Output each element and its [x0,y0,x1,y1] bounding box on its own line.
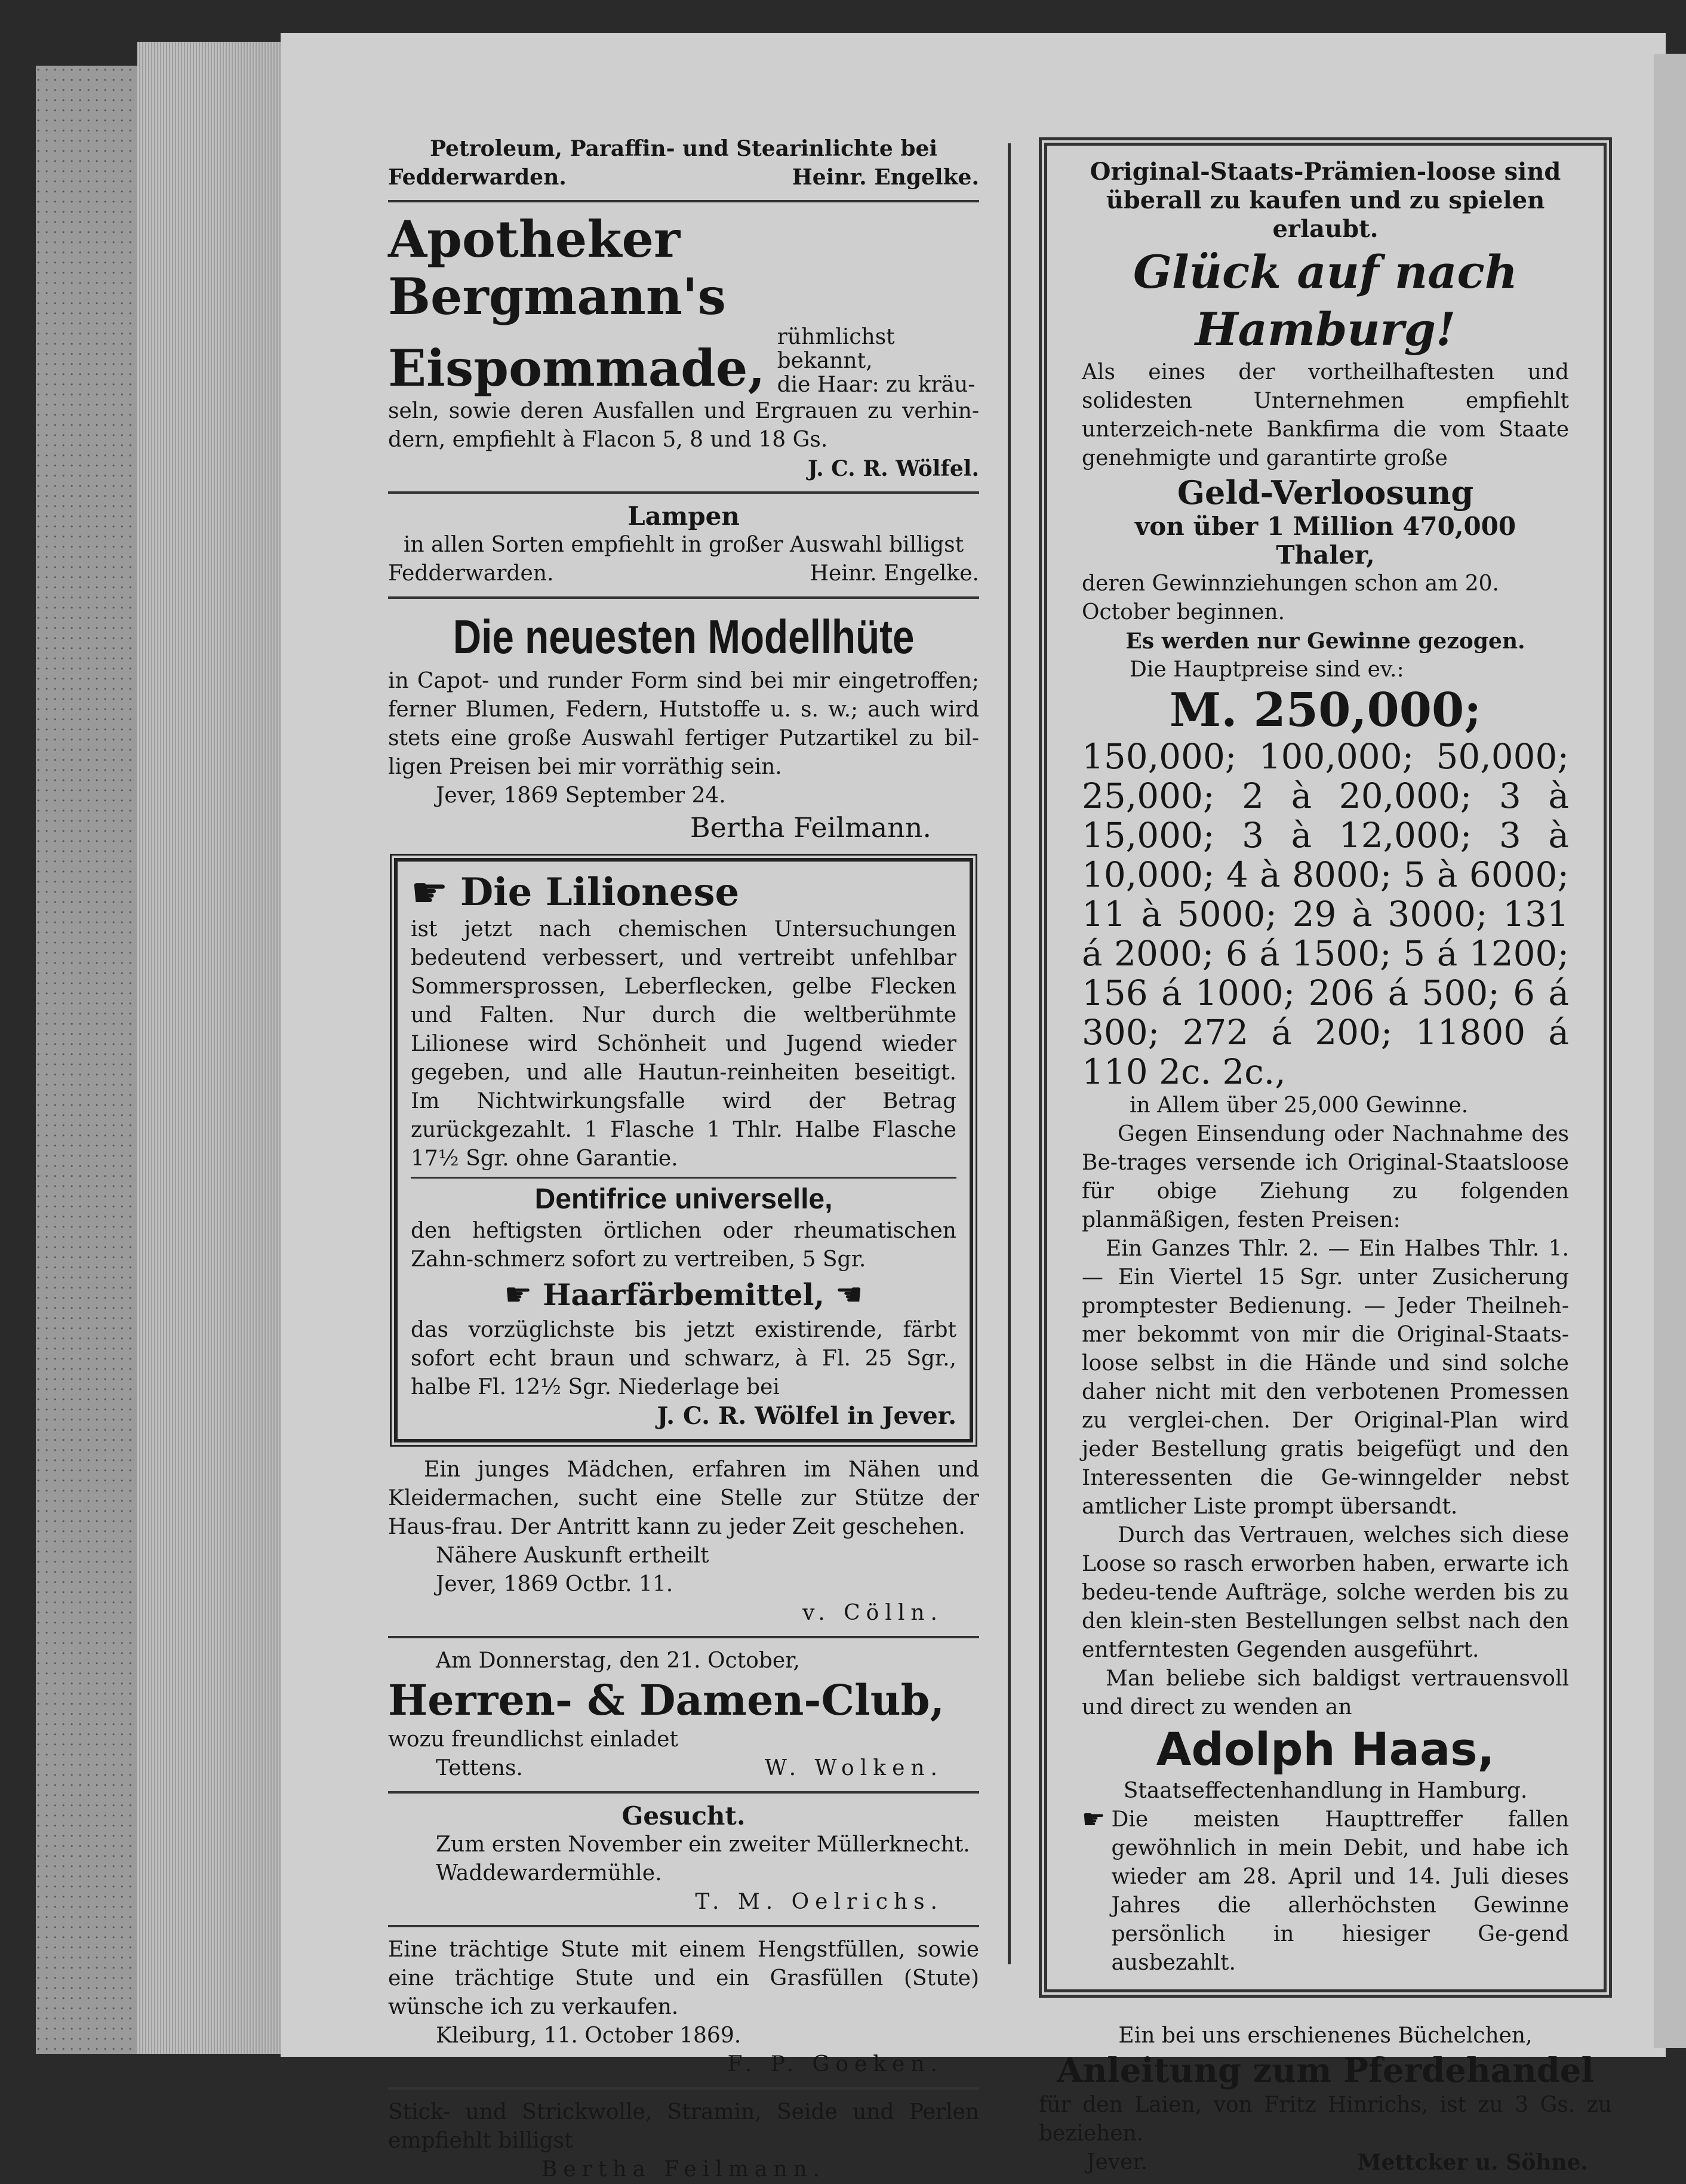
ad-body: den heftigsten örtlichen oder rheumatischen Zahn-schmerz sofort zu vertreiben, 5 Sgr. [411,1219,956,1272]
left-column [388,134,979,2184]
ad-text: Die Hauptpreise sind ev.: [1130,657,1404,682]
column-rule [1008,143,1011,1964]
ad-title: Haarfärbemittel, [543,1277,824,1312]
divider [388,2087,979,2090]
ad-title-row [411,870,956,915]
ad-text: in Allem über 25,000 Gewinne. [1130,1093,1469,1118]
ad-signer: J. C. R. Wölfel. [807,456,979,481]
divider [388,1791,979,1794]
ad-text: Es werden nur Gewinne gezogen. [1125,629,1525,654]
ad-body: Stick- und Strickwolle, Stramin, Seide und Perlen empfiehlt billigst [388,2100,979,2153]
ad-date: Jever, 1869 Octbr. 11. [436,1572,673,1597]
divider [388,1636,979,1638]
right-column [1039,137,1612,2177]
ad-body: Gegen Einsendung oder Nachnahme des Be-trages versende ich Original-Staatsloose für obige Ziehung zu folgenden planmäßigen, festen Preisen: [1082,1122,1569,1232]
ad-footer [388,559,979,588]
divider [388,1925,979,1927]
pointing-hand-icon: ☛ [504,1277,533,1313]
ad-maedchen [388,1456,979,1628]
ad-body: das vorzüglichste bis jetzt existirende, färbt sofort echt braun und schwarz, à Fl. 25 Sgr., halbe Fl. 12½ Sgr. Niederlage bei [411,1318,956,1399]
ad-body: Ein junges Mädchen, erfahren im Nähen und Kleidermachen, sucht eine Stelle zur Stütze der Haus-frau. Der Antritt kann zu jeder Zeit geschehen. [388,1457,979,1539]
pointing-hand-icon: ☚ [835,1277,863,1313]
ad-modellhuete [388,607,979,845]
ad-book [1039,2022,1612,2177]
divider [411,1177,956,1179]
ad-side-text [777,325,979,397]
ad-title: Die Lilionese [460,870,740,915]
ad-body: seln, sowie deren Ausfallen und Ergrauen zu verhin-dern, empfiehlt à Flacon 5, 8 und 18 Gs. [388,399,979,452]
ad-club [388,1647,979,1783]
ad-text: Nähere Auskunft ertheilt [436,1543,709,1568]
ad-body: Man beliebe sich baldigst vertrauensvoll und direct zu wenden an [1082,1666,1569,1719]
ad-signer: Mettcker u. Söhne. [1357,2150,1588,2175]
ad-petroleum [388,134,979,192]
ad-place: Waddewardermühle. [436,1861,662,1885]
ad-signer: Heinr. Engelke. [810,561,979,586]
ad-signer: J. C. R. Wölfel in Jever. [657,1402,956,1430]
ad-title: Geld-Verloosung [1177,473,1474,512]
ad-lampen [388,502,979,588]
ad-body: ist jetzt nach chemischen Untersuchungen bedeutend verbessert, und vertreibt unfehlbar Sommersprossen, Leberflecken, gelbe Flecken und Falten. Nur durch die weltberühmte Lilionese wird Schönheit und Jugend wieder gegeben, und alle Hautun-reinheiten beseitigt. Im Nichtwirkungsfalle wird der Betrag zurückgezahlt. 1 Flasche 1 Thlr. Halbe Flasche 17½ Sgr. ohne Garantie. [411,917,956,1171]
ad-body: Durch das Vertrauen, welches sich diese Loose so rasch erworben haben, erwarte ich bedeu-tende Aufträge, solche werden bis zu den klein-sten Bestellungen selbst nach den entferntesten Gegenden ausgeführt. [1082,1523,1569,1662]
book-cover-edge [36,66,143,2054]
ad-body: Als eines der vortheilhaftesten und solidesten Unternehmen empfiehlt unterzeich-nete Bankfirma die vom Staate genehmigte und garantirte große [1082,360,1569,470]
ad-body: in Capot- und runder Form sind bei mir eingetroffen; ferner Blumen, Federn, Hutstoffe u. s. w.; auch wird stets eine große Auswahl fertiger Putzartikel zu bil-ligen Preisen bei mir vorräthig sein. [388,669,979,779]
ad-lilionese-box [394,858,973,1442]
ad-gesucht [388,1802,979,1917]
ad-title: Lampen [627,502,740,531]
ad-date: Kleiburg, 11. October 1869. [436,2023,742,2048]
ad-text: in allen Sorten empfiehlt in großer Auswahl billigst [403,533,964,557]
ad-signer: W. Wolken. [764,1756,943,1780]
prize-list: 150,000; 100,000; 50,000; 25,000; 2 à 20,000; 3 à 15,000; 3 à 12,000; 3 à 10,000; 4 à 8000; 5 à 6000; 11 à 5000; 29 à 3000; 131 á 2000; 6 á 1500; 5 á 1200; 156 á 1000; 206 á 500; 6 á 300; 272 á 200; 11800 á 110 2c. 2c., [1082,736,1569,1092]
ad-title: Die neuesten Modellhüte [453,610,915,663]
page-stack [137,42,287,2054]
ad-signer: v. Cölln. [802,1601,943,1625]
ad-title: Glück auf nach Hamburg! [1133,245,1518,356]
ad-side-line: rühmlichst bekannt, [777,325,895,373]
pointing-hand-icon: ☛ [1082,1804,1106,1835]
lottery-ad-frame [1039,137,1612,1998]
ad-text: wozu freundlichst einladet [388,1727,678,1752]
ad-stute [388,1936,979,2079]
ad-footer [1039,2148,1612,2177]
pointing-hand-icon: ☛ [411,868,448,917]
ad-date: Jever, 1869 September 24. [436,783,726,808]
ad-subtitle-row [388,325,979,397]
ad-signer: Heinr. Engelke. [792,165,979,190]
divider [388,491,979,494]
ad-side-line: die Haar: zu kräu- [777,373,976,397]
ad-place: Jever. [1087,2150,1148,2174]
ad-body: Ein Ganzes Thlr. 2. — Ein Halbes Thlr. 1. — Ein Viertel 15 Sgr. unter Zusicherung promptester Bedienung. — Jeder Theilneh-mer bekommt von mir die Original-Staats-loose selbst in die Hände und sind solche daher nicht mit den verbotenen Promessen zu verglei-chen. Der Original-Plan wird jeder Bestellung gratis beigefügt und den Interessenten die Ge-winngelder nebst amtlicher Liste prompt übersandt. [1082,1236,1569,1519]
ad-footer [388,1754,979,1783]
next-page-edge [1654,54,1686,2048]
ad-eispommade [388,211,979,483]
firm-subtitle: Staatseffectenhandlung in Hamburg. [1123,1779,1528,1803]
ad-body: Eine trächtige Stute mit einem Hengstfüllen, sowie eine trächtige Stute und ein Grasfüllen (Stute) wünsche ich zu verkaufen. [388,1937,979,2019]
ad-signer: F. P. Goeken. [727,2052,943,2077]
ad-title: Dentifrice universelle, [534,1183,833,1215]
ad-signer: Bertha Feilmann. [690,811,931,844]
ad-title: Gesucht. [622,1801,746,1831]
ad-body: für den Laien, von Fritz Hinrichs, ist zu 3 Gs. zu beziehen. [1039,2093,1612,2146]
ad-body: Die meisten Haupttreffer fallen gewöhnlich in mein Debit, und habe ich wieder am 28. April und 14. Juli dieses Jahres die allerhöchsten Gewinne persönlich in hiesiger Ge-gend ausbezahlt. [1111,1807,1569,1975]
ad-text: Ein bei uns erschienenes Büchelchen, [1118,2023,1533,2048]
ad-footer [388,163,979,192]
top-prize: M. 250,000; [1169,683,1482,737]
ad-title: Anleitung zum Pferdehandel [1057,2051,1594,2090]
ad-title: Apotheker Bergmann's [388,210,726,326]
ad-subtitle: von über 1 Million 470,000 Thaler, [1134,512,1516,570]
firm-name: Adolph Haas, [1156,1722,1495,1776]
ad-place: Tettens. [436,1756,523,1780]
ad-text: Am Donnerstag, den 21. October, [436,1648,800,1673]
ad-title: Herren- & Damen-Club, [388,1675,944,1725]
ad-signer: Bertha Feilmann. [541,2157,826,2182]
ad-title-row [411,1274,956,1316]
ad-text: Petroleum, Paraffin- und Stearinlichte bei [429,136,938,161]
ad-signer: T. M. Oelrichs. [695,1890,943,1914]
ad-body: deren Gewinnziehungen schon am 20. October beginnen. [1082,571,1499,625]
ad-place: Fedderwarden. [388,165,567,190]
ad-header: Original-Staats-Prämien-loose sind überall zu kaufen und zu spielen erlaubt. [1090,158,1561,243]
ad-place: Fedderwarden. [388,561,554,586]
divider [388,596,979,599]
ad-wolle [388,2098,979,2184]
note-row [1082,1805,1569,1977]
ad-body: Zum ersten November ein zweiter Müllerknecht. [436,1832,970,1857]
divider [388,200,979,202]
ad-product: Eispommade, [388,339,765,398]
